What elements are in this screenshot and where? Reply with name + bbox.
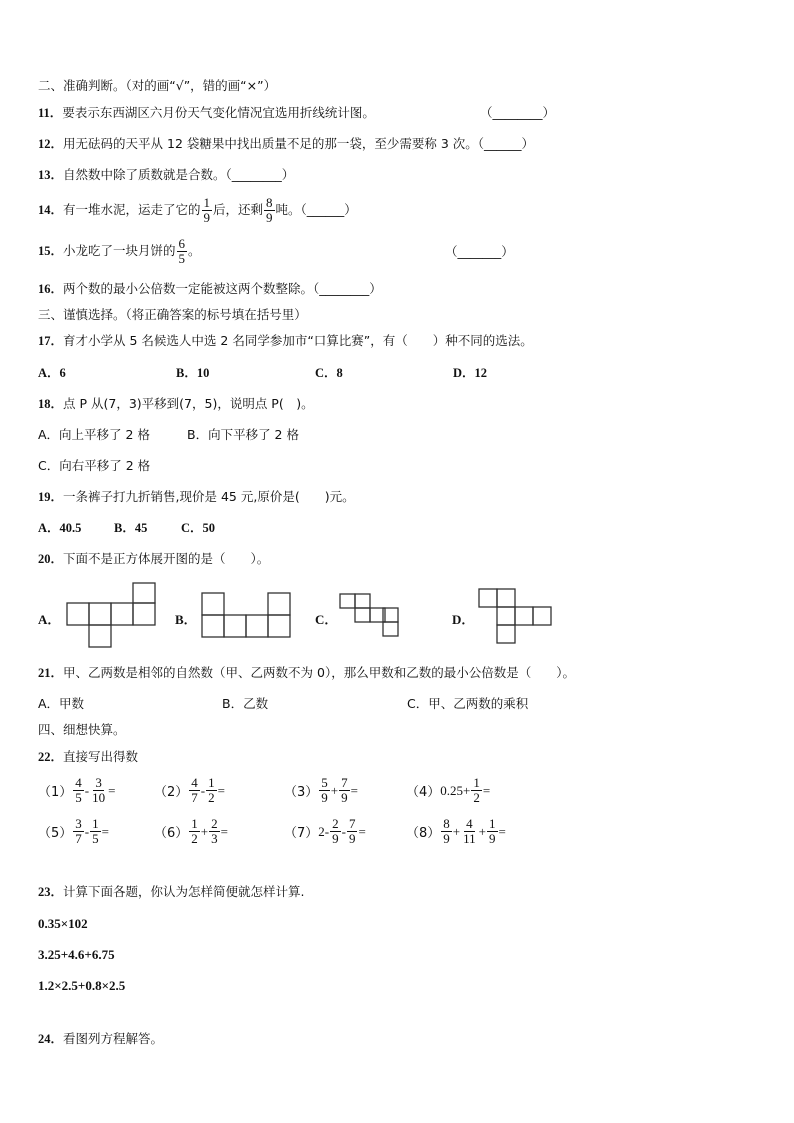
calc-item: （8） $\frac{8}{9}$ + $\frac{4}{11}$ + $\frac{1}{9}$ = — [406, 816, 506, 846]
question-21: 21．甲、乙两数是相邻的自然数（甲、乙两数不为 0），那么甲数和乙数的最小公倍数是（ ）。 — [38, 665, 575, 680]
question-23: 23．计算下面各题，你认为怎样简便就怎样计算. — [38, 884, 305, 899]
fraction: $\frac{8}{9}$ — [266, 195, 273, 225]
fraction: $\frac{4}{11}$ — [463, 816, 476, 846]
cube-net-c — [339, 593, 401, 639]
fraction: $\frac{8}{9}$ — [443, 816, 450, 846]
answer-blank-15[interactable]: （_______） — [445, 244, 514, 259]
calc-item: （4） 0.25+ $\frac{1}{2}$ = — [406, 775, 491, 805]
cube-net-b — [201, 592, 295, 638]
option-b[interactable]: B．向下平移了 2 格 — [187, 427, 299, 442]
fraction: $\frac{3}{7}$ — [75, 816, 82, 846]
fraction: $\frac{1}{2}$ — [191, 816, 198, 846]
fraction: $\frac{1}{9}$ — [489, 816, 496, 846]
expression-1: 0.35×102 — [38, 916, 88, 931]
option-b-label[interactable]: B． — [175, 612, 197, 627]
question-24: 24．看图列方程解答。 — [38, 1031, 164, 1046]
option-a-label[interactable]: A． — [38, 612, 61, 627]
fraction: $\frac{5}{9}$ — [321, 775, 328, 805]
question-14: 14．有一堆水泥，运走了它的 $\frac{1}{9}$ 后，还剩 $\frac{8}{9}$ 吨。（______） — [38, 195, 357, 225]
fraction: $\frac{3}{10}$ — [92, 775, 106, 805]
option-a[interactable]: A．6 — [38, 366, 66, 380]
option-a[interactable]: A．甲数 — [38, 696, 85, 711]
question-13: 13．自然数中除了质数就是合数。（________） — [38, 167, 295, 182]
question-15: 15．小龙吃了一块月饼的 $\frac{6}{5}$ 。 — [38, 236, 201, 266]
fraction: $\frac{1}{5}$ — [92, 816, 99, 846]
fraction: $\frac{1}{2}$ — [473, 775, 480, 805]
fraction: $\frac{7}{9}$ — [348, 816, 356, 846]
option-c[interactable]: C．甲、乙两数的乘积 — [407, 696, 529, 711]
calc-item: （2） $\frac{4}{7}$ - $\frac{1}{2}$ = — [154, 775, 225, 805]
fraction: $\frac{7}{9}$ — [341, 775, 348, 805]
option-b[interactable]: B．10 — [176, 366, 210, 380]
calc-item: （1） $\frac{4}{5}$ - $\frac{3}{10}$ = — [38, 775, 116, 805]
option-c[interactable]: C．50 — [181, 521, 216, 535]
expression-2: 3.25+4.6+6.75 — [38, 947, 115, 962]
section-heading-judgement: 二、准确判断。（对的画“√”，错的画“×”） — [38, 78, 277, 93]
fraction: $\frac{2}{3}$ — [211, 816, 218, 846]
cube-net-d — [478, 588, 552, 644]
fraction: $\frac{6}{5}$ — [178, 236, 186, 266]
question-18: 18．点 P 从(7，3)平移到(7，5)，说明点 P( )。 — [38, 396, 314, 411]
calc-item: （6） $\frac{1}{2}$ + $\frac{2}{3}$ = — [154, 816, 228, 846]
option-c[interactable]: C．向右平移了 2 格 — [38, 458, 151, 473]
question-11: 11．要表示东西湖区六月份天气变化情况宜选用折线统计图。 — [38, 105, 375, 120]
option-a[interactable]: A．40.5 — [38, 521, 82, 535]
question-22: 22．直接写出得数 — [38, 749, 139, 764]
option-c-label[interactable]: C． — [315, 612, 338, 627]
option-c[interactable]: C．8 — [315, 366, 343, 380]
expression-3: 1.2×2.5+0.8×2.5 — [38, 978, 126, 993]
question-16: 16．两个数的最小公倍数一定能被这两个数整除。（________） — [38, 281, 382, 296]
calc-item: （3） $\frac{5}{9}$ + $\frac{7}{9}$ = — [284, 775, 358, 805]
option-b[interactable]: B．乙数 — [222, 696, 269, 711]
question-19: 19．一条裤子打九折销售,现价是 45 元,原价是( )元。 — [38, 489, 355, 504]
fraction: $\frac{4}{7}$ — [191, 775, 198, 805]
fraction: $\frac{2}{9}$ — [332, 816, 339, 846]
option-a[interactable]: A．向上平移了 2 格 — [38, 427, 150, 442]
option-b[interactable]: B．45 — [114, 521, 148, 535]
question-12: 12．用无砝码的天平从 12 袋糖果中找出质量不足的那一袋，至少需要称 3 次。（______） — [38, 136, 535, 151]
section-heading-choice: 三、谨慎选择。（将正确答案的标号填在括号里） — [38, 307, 307, 322]
option-d-label[interactable]: D． — [452, 612, 475, 627]
cube-net-a — [66, 582, 162, 650]
calc-item: （7） 2- $\frac{2}{9}$ - $\frac{7}{9}$ = — [284, 816, 366, 846]
fraction: $\frac{1}{9}$ — [203, 195, 211, 225]
option-d[interactable]: D．12 — [453, 366, 488, 380]
calc-item: （5） $\frac{3}{7}$ - $\frac{1}{5}$ = — [38, 816, 109, 846]
fraction: $\frac{4}{5}$ — [75, 775, 82, 805]
answer-blank-11[interactable]: （________） — [480, 105, 556, 120]
section-heading-calc: 四、细想快算。 — [38, 722, 126, 737]
question-17: 17．育才小学从 5 名候选人中选 2 名同学参加市“口算比赛”，有（ ）种不同的选法。 — [38, 333, 533, 348]
fraction: $\frac{1}{2}$ — [208, 775, 215, 805]
question-20: 20．下面不是正方体展开图的是（ ）。 — [38, 551, 270, 566]
